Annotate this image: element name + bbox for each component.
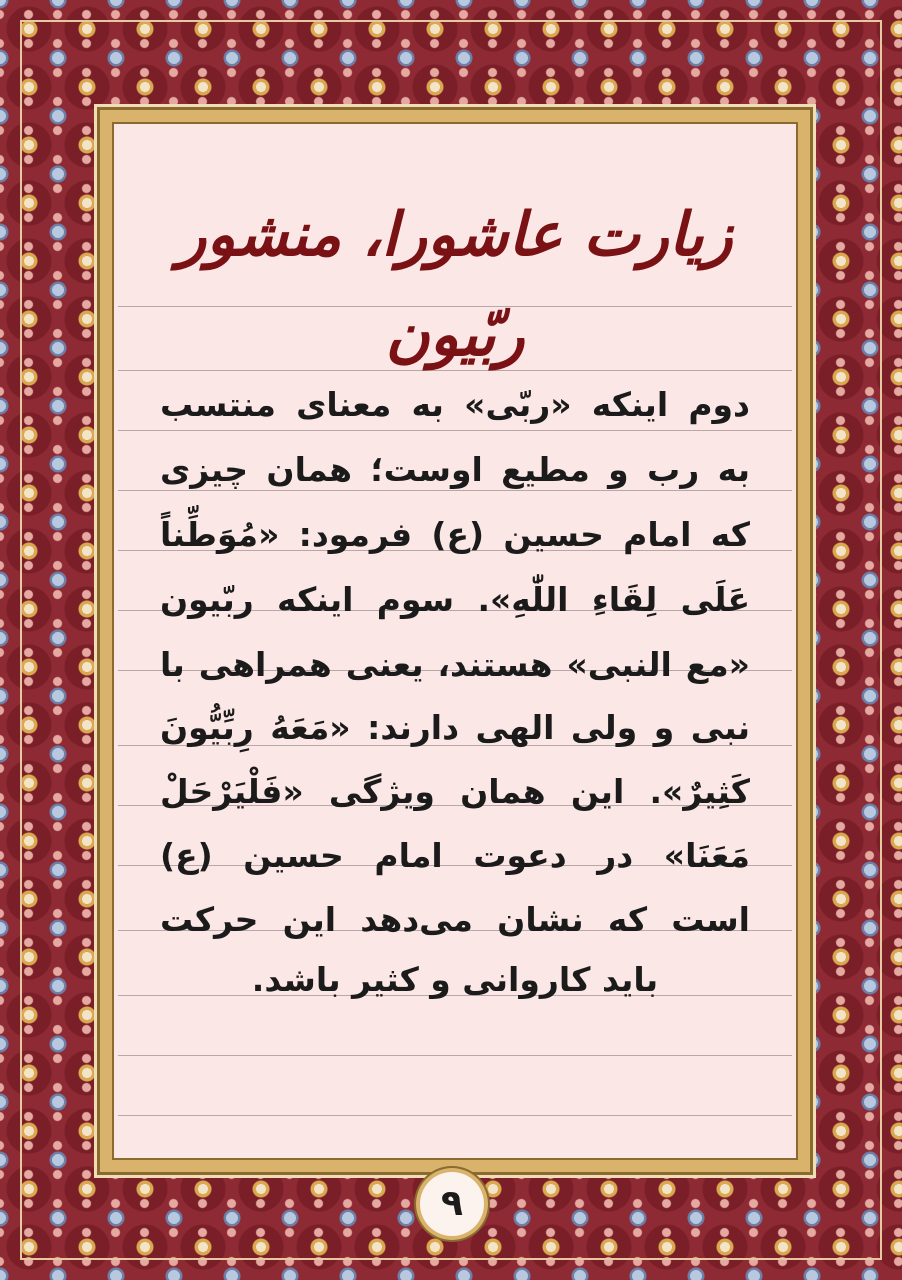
body-line: عَلَی لِقَاءِ اللّٰهِ». سوم اینکه ربّیون [160, 580, 750, 619]
body-line: که امام حسین (ع) فرمود: «مُوَطِّناً [160, 515, 750, 554]
body-line: باید کاروانی و کثیر باشد. [251, 960, 659, 999]
rule-line [118, 1115, 792, 1116]
body-line: مَعَنَا» در دعوت امام حسین (ع) [160, 836, 750, 875]
body-line: است که نشان می‌دهد این حرکت [160, 900, 750, 939]
body-line: کَثِیرٌ». این همان ویژگی «فَلْیَرْحَلْ [160, 772, 750, 811]
body-line: نبی و ولی الهی دارند: «مَعَهُ رِبِّیُّونَ [160, 708, 750, 747]
body-line: به رب و مطیع اوست؛ همان چیزی [160, 450, 750, 489]
body-line: دوم اینکه «ربّی» به معنای منتسب [160, 385, 750, 424]
page-number: ۹ [420, 1172, 484, 1236]
page-title: زیارت عاشورا، منشور ربّیون [177, 200, 733, 370]
rule-line [118, 1055, 792, 1056]
body-line: «مع النبی» هستند، یعنی همراهی با [160, 645, 750, 684]
